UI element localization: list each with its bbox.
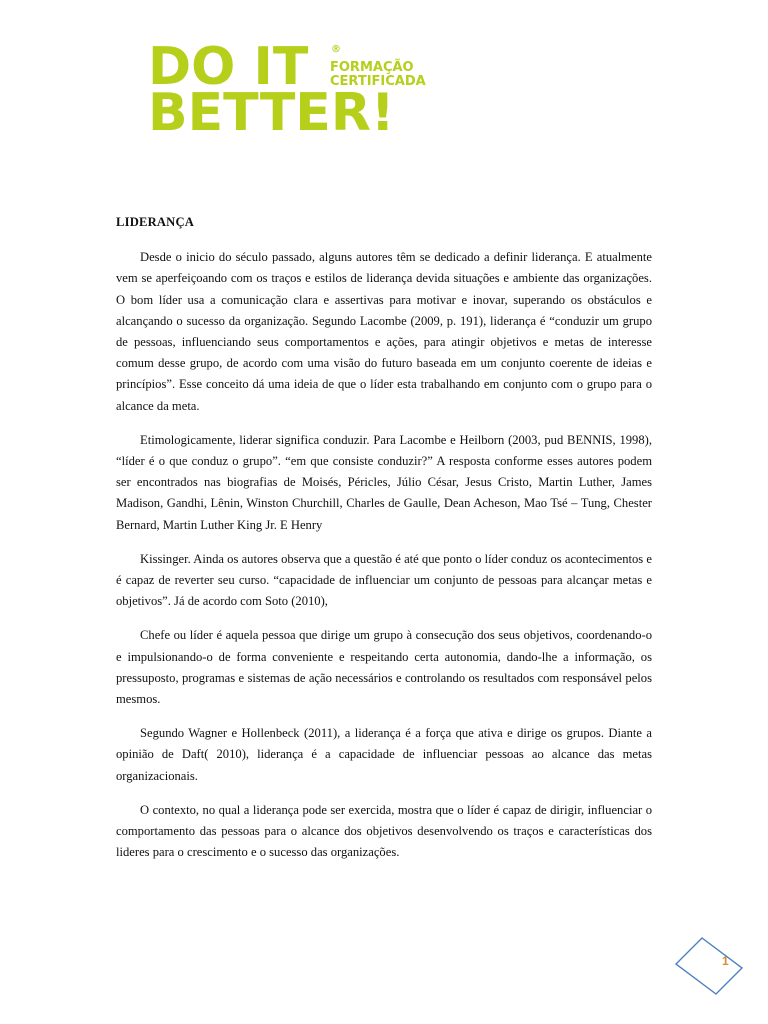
paragraph-4: Chefe ou líder é aquela pessoa que dirige um grupo à consecução dos seus objetivos, coordenando-o e impulsionando-o de forma conveniente e respeitando certa autonomia, dando-lhe a informação, os pressuposto, programas e sistemas de ação necessários e controlando os resultados com responsável pelos mesmos. (116, 628, 652, 707)
paragraph-2: Etimologicamente, liderar significa conduzir. Para Lacombe e Heilborn (2003, pud BENNIS, 1998), “líder é o que conduz o grupo”. “em que consiste conduzir?” A resposta conforme esses autores podem ser encontrados nas biografias de Moisés, Péricles, Júlio César, Jesus Cristo, Martin Luther, James Madison, Gandhi, Lênin, Winston Churchill, Charles de Gaulle, Dean Acheson, Mao Tsé – Tung, Chester Bernard, Martin Luther King Jr. E Henry (116, 432, 652, 532)
paragraph-6: O contexto, no qual a liderança pode ser exercida, mostra que o líder é capaz de dirigir, influenciar o comportamento das pessoas para o alcance dos objetivos desenvolvendo os traços e características dos lideres para o crescimento e o sucesso das organizações. (116, 802, 652, 860)
logo-tag1: FORMAÇÃO (330, 60, 414, 75)
page-corner-icon (672, 934, 746, 998)
paragraph-1: Desde o inicio do século passado, alguns autores têm se dedicado a definir liderança. E atualmente vem se aperfeiçoando com os traços e estilos de liderança devida situações e ambiente das organizações. O bom líder usa a comunicação clara e assertivas para motivar e inovar, superando os obstáculos e alcançando o sucesso da organização. Segundo Lacombe (2009, p. 191), liderança é “conduzir um grupo de pessoas, influenciando seus comportamentos e ações, para atingir objetivos e metas de interesse comum desse grupo, de acordo com uma visão do futuro baseada em um conjunto coerente de ideias e princípios”. Esse conceito dá uma ideia de que o líder esta trabalhando em conjunto com o grupo para o alcance da meta. (116, 250, 652, 413)
page-corner-shape (672, 934, 746, 998)
logo-line1: DO IT (148, 38, 309, 97)
logo-tag2: CERTIFICADA (330, 74, 426, 89)
brand-logo (148, 38, 448, 138)
document-body (116, 212, 652, 876)
document-title: LIDERANÇA (116, 215, 195, 229)
paragraph-3: Kissinger. Ainda os autores observa que a questão é até que ponto o líder conduz os acontecimentos e é capaz de reverter seu curso. “capacidade de influenciar um conjunto de pessoas para alcançar metas e objetivos”. Já de acordo com Soto (2010), (116, 551, 652, 609)
page-number: 1 (722, 954, 729, 968)
logo-graphic (148, 38, 448, 138)
paragraph-5: Segundo Wagner e Hollenbeck (2011), a liderança é a força que ativa e dirige os grupos. Diante a opinião de Daft( 2010), liderança é a capacidade de influenciar pessoas ao alcance das metas organizacionais. (116, 726, 652, 783)
registered-mark: ® (331, 44, 341, 55)
logo-line2: BETTER! (148, 83, 395, 138)
